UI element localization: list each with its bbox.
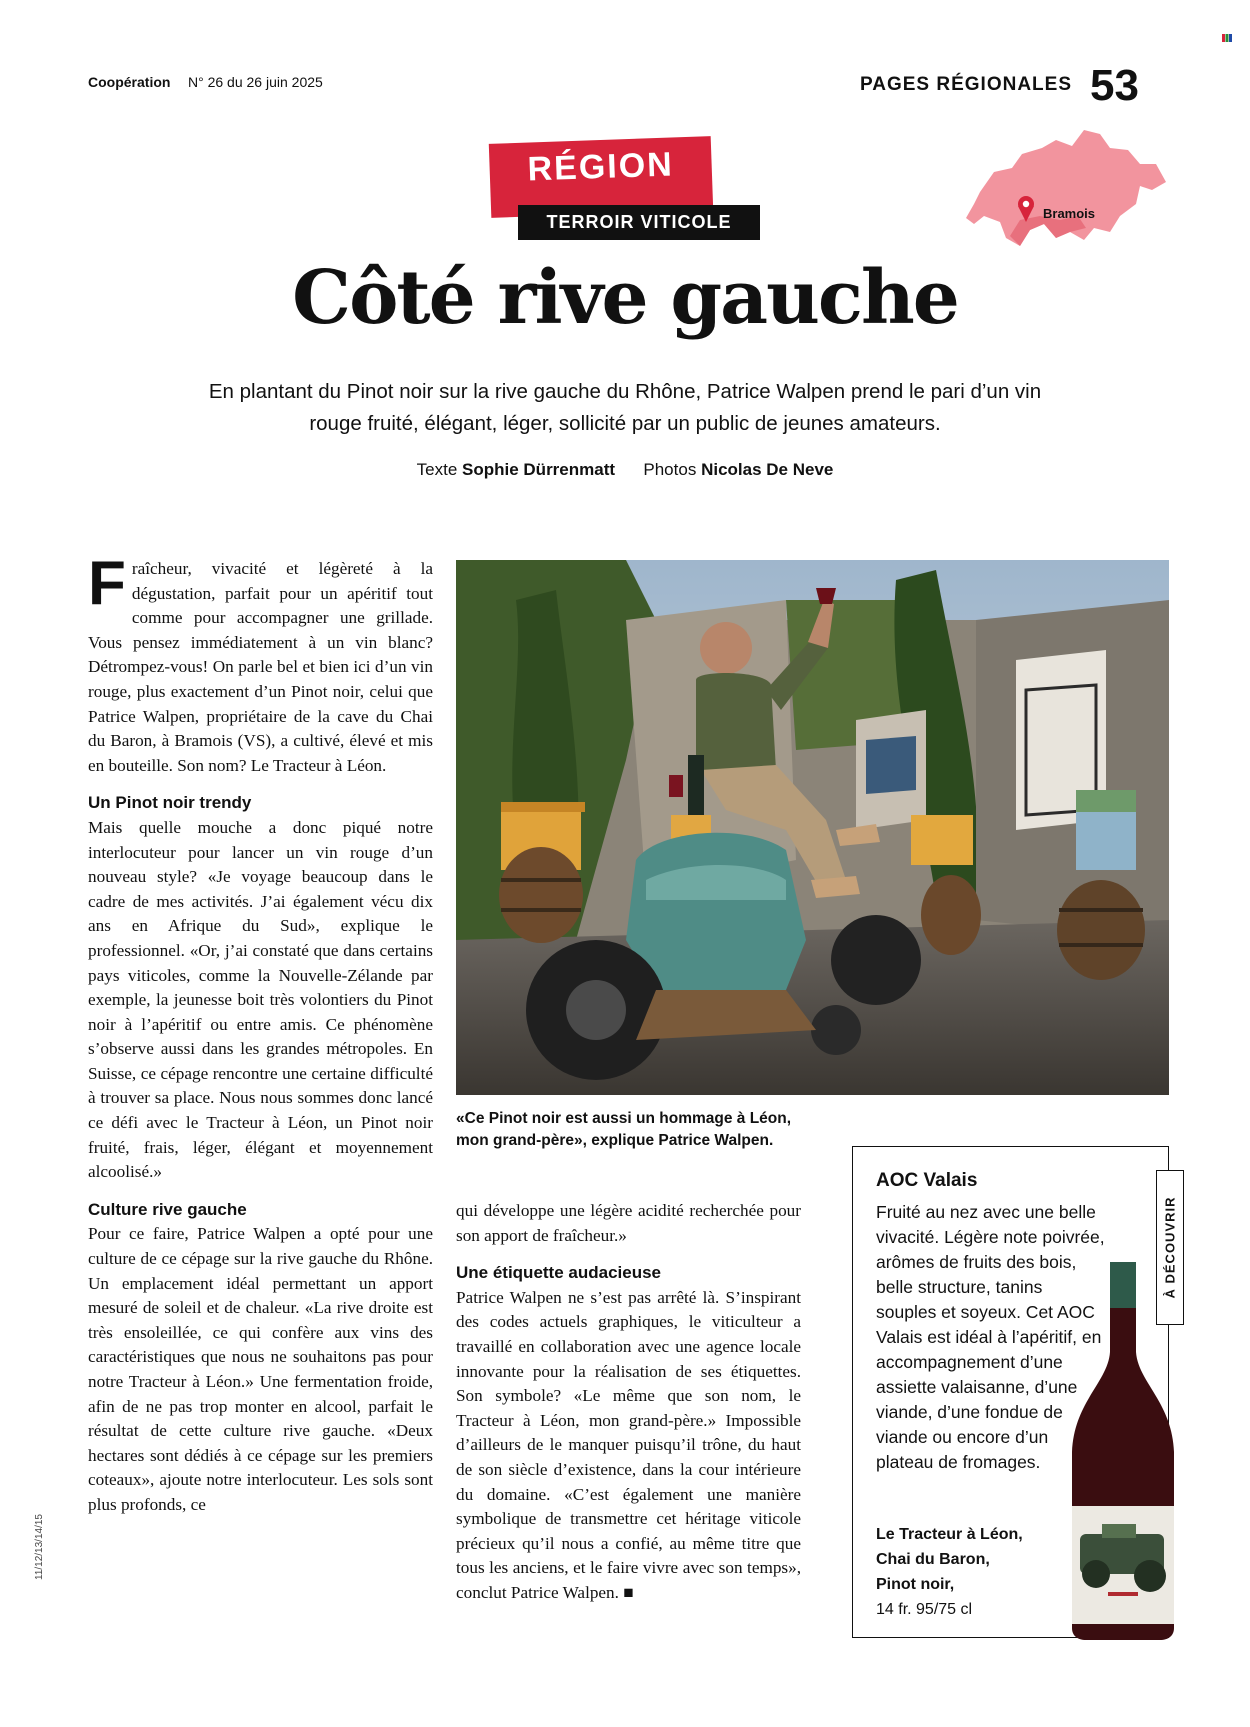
side-print-code: 11/12/13/14/15 bbox=[34, 1514, 45, 1580]
wine-grape: Pinot noir, bbox=[876, 1576, 955, 1593]
subsection-badge bbox=[518, 205, 760, 240]
print-color-marks bbox=[1222, 34, 1232, 42]
article-photo bbox=[456, 560, 1169, 1095]
text-credit-label: Texte bbox=[416, 460, 458, 479]
wine-producer: Chai du Baron, bbox=[876, 1551, 990, 1568]
subhead-label: Une étiquette audacieuse bbox=[456, 1263, 662, 1283]
paragraph-continued: qui développe une légère acidité recherchée pour son apport de fraîcheur.» bbox=[456, 1201, 801, 1245]
page-number: 53 bbox=[1090, 61, 1139, 110]
wine-bottle-image bbox=[1068, 1262, 1178, 1642]
photo-credit-label: Photos bbox=[643, 460, 697, 479]
wine-name: Le Tracteur à Léon, bbox=[876, 1526, 1023, 1543]
paragraph-trendy: Mais quelle mouche a donc piqué notre interlocuteur pour lancer un vin rouge d’un nouveau style? «Je voyage beaucoup dans le cadre de mes activités. J’ai également vécu dix ans en Afrique du Sud», explique le professionnel. «Or, j’ai constaté que dans certains pays viticoles, comme la Nouvelle-Zélande par exemple, la jeunesse boit très volontiers du Pinot noir à l’apéritif ou entre amis. Ce phénomène s’observe aussi dans les grandes métropoles. En Suisse, ce cépage rencontre une certaine difficulté à trouver sa place. Nous nous sommes donc lancé ce défi avec le Tracteur à Léon, un Pinot noir fruité, frais, léger, élégant et moyennement alcoolisé.» bbox=[88, 817, 433, 1182]
credits bbox=[0, 460, 1250, 480]
map-location-label: Bramois bbox=[1043, 206, 1096, 221]
lead-paragraph: En plantant du Pinot noir sur la rive gauche du Rhône, Patrice Walpen prend le pari d’un vin rouge fruité, élégant, léger, sollicité par un public de jeunes amateurs. bbox=[208, 380, 1042, 435]
wine-price: 14 fr. 95/75 cl bbox=[876, 1601, 973, 1618]
region-label: RÉGION bbox=[526, 145, 675, 189]
aoc-title: AOC Valais bbox=[876, 1170, 978, 1191]
subhead-culture: Culture rive gauche bbox=[88, 1199, 247, 1219]
article-column-2 bbox=[456, 1199, 801, 1606]
issue-date: N° 26 du 26 juin 2025 bbox=[188, 74, 323, 90]
discover-label: À DÉCOUVRIR bbox=[1162, 1196, 1178, 1299]
photographer-name: Nicolas De Neve bbox=[701, 460, 834, 479]
article-column-1 bbox=[88, 549, 433, 1518]
dropcap: F bbox=[88, 549, 126, 618]
paragraph-culture: Pour ce faire, Patrice Walpen a opté pour une culture de ce cépage sur la rive gauche du Rhône. Un emplacement idéal permettant un apport mesuré de soleil et de chaleur. «La rive droite est très ensoleillée, ce qui confère aux vins des caractéristiques que nous ne souhaitons pas pour notre Tracteur à Léon.» Une fermentation froide, afin de ne pas trop monter en alcool, parfait le résultat de cette culture rive gauche. «Deux hectares sont dédiés à ce cépage sur les premiers coteaux», ajoute notre interlocuteur. Les sols sont plus profonds, ce bbox=[88, 1224, 433, 1514]
intro-paragraph bbox=[88, 549, 433, 778]
author-name: Sophie Dürrenmatt bbox=[462, 460, 616, 479]
section-title: PAGES RÉGIONALES bbox=[860, 74, 1073, 95]
publication-name: Coopération bbox=[88, 74, 171, 90]
subsection-label: TERROIR VITICOLE bbox=[546, 212, 732, 232]
photo-caption: «Ce Pinot noir est aussi un hommage à Léon, mon grand-père», explique Patrice Walpen. bbox=[456, 1110, 792, 1149]
switzerland-map bbox=[960, 120, 1170, 255]
headline: Côté rive gauche bbox=[292, 255, 958, 341]
aoc-description: Fruité au nez avec une belle vivacité. Légère note poivrée, arômes de fruits des bois, belle structure, tanins souples et soyeux. Cet AOC Valais est idéal à l’apéritif, en accompagnement d’une assiette valaisanne, d’une viande, d’une fondue de viande ou encore d’un plateau de fromages. bbox=[876, 1202, 1105, 1472]
subhead-trendy: Un Pinot noir trendy bbox=[88, 793, 252, 813]
wine-details bbox=[876, 1522, 1066, 1622]
intro-text: raîcheur, vivacité et légèreté à la dégustation, parfait pour un apéritif tout comme pour accompagner une grillade. Vous pensez immédiatement à un vin blanc? Détrompez-vous! On parle bel et bien ici d’un vin rouge, plus exactement d’un Pinot noir, celui que Patrice Walpen, propriétaire de la cave du Chai du Baron, à Bramois (VS), a cultivé, élevé et mis en bouteille. Son nom? Le Tracteur à Léon. bbox=[88, 559, 433, 775]
paragraph-label: Patrice Walpen ne s’est pas arrêté là. S’inspirant des codes actuels graphiques, le viticulteur a travaillé en collaboration avec une agence locale innovante pour la réalisation de ses étiquettes. Son symbole? «Le même que son nom, le Tracteur à Léon, mon grand-père.» Impossible d’ailleurs de le manquer puisqu’il trône, du haut de son siècle d’existence, dans la cour intérieure du domaine. «C’est également une manière symbolique de transmettre cet héritage viticole précieux qu’il nous a confié, au même titre que tous les anciens, et le faire vivre avec son temps», conclut Patrice Walpen. ■ bbox=[456, 1287, 801, 1602]
